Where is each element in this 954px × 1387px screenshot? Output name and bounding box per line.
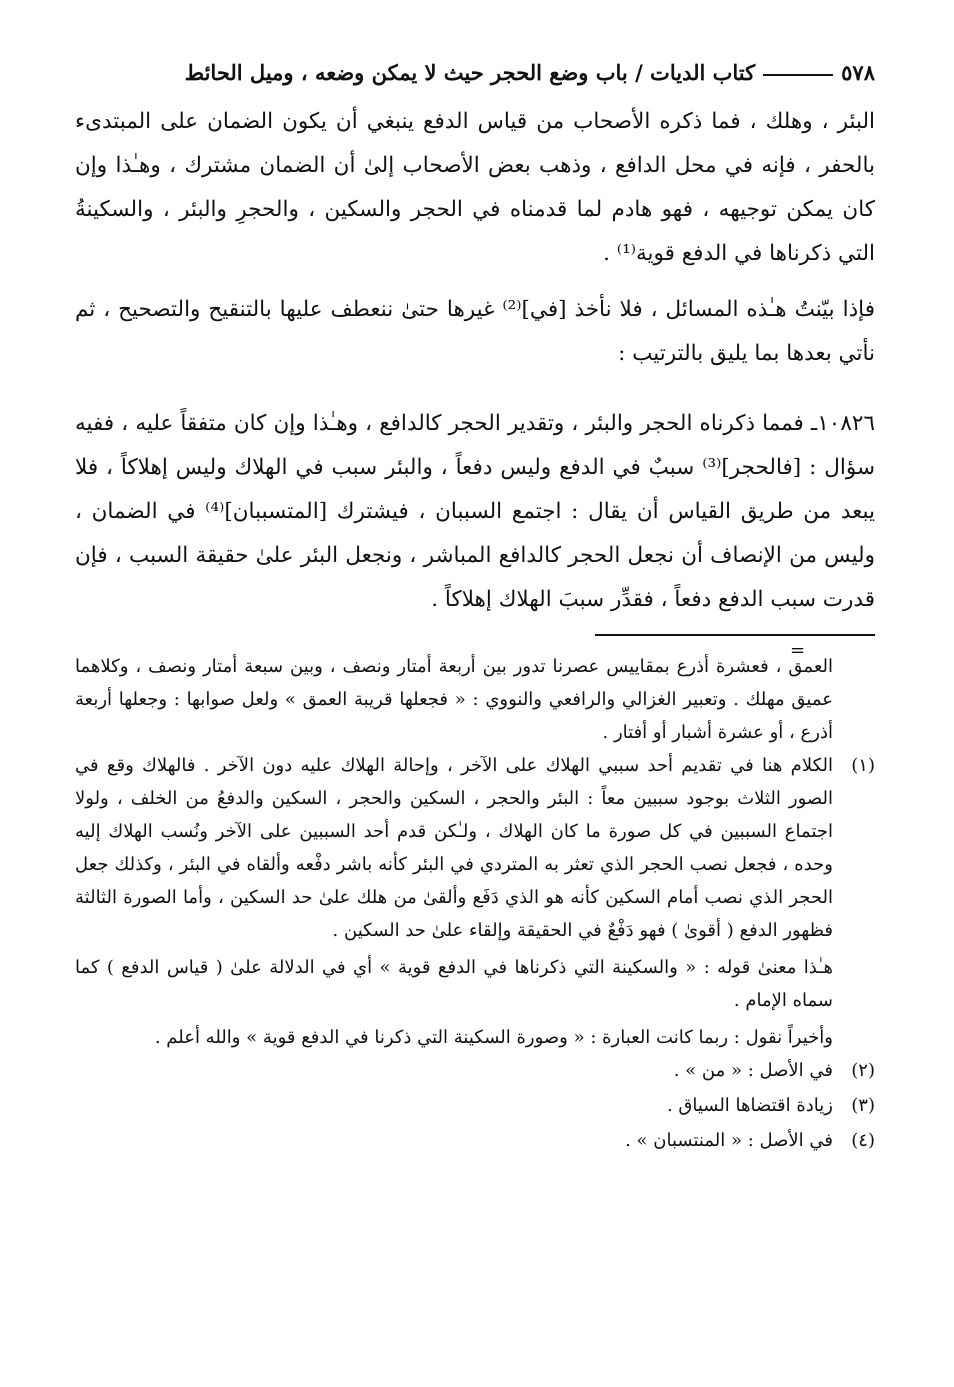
chapter-title: كتاب الديات / باب وضع الحجر حيث لا يمكن وضعه ، وميل الحائط (184, 60, 756, 85)
footnote-rule (595, 634, 875, 636)
book-page (75, 60, 875, 1159)
header-rule (763, 74, 833, 76)
paragraph-1: البئر ، وهلك ، فما ذكره الأصحاب من قياس الدفع ينبغي أن يكون الضمان على المبتدىء بالحفر ، فإنه في محل الدافع ، وذهب بعض الأصحاب إلىٰ أن الضمان مشترك ، وهـٰذا وإن كان يمكن توجيهه ، فهو هادم لما قدمناه في الحجر والسكين ، والحجرِ والبئر ، والسكينةُ التي ذكرناها في الدفع قوية⁽¹⁾ . (75, 109, 875, 266)
footnote-text: في الأصل : « من » . (673, 1060, 833, 1081)
paragraph-3: ١٠٨٢٦ـ فمما ذكرناه الحجر والبئر ، وتقدير الحجر كالدافع ، وهـٰذا وإن كان متفقاً عليه ، ففيه سؤال : [فالحجر]⁽³⁾ سببٌ في الدفع وليس دفعاً ، والبئر سبب في الهلاك وليس إهلاكاً ، فلا يبعد من طريق القياس أن يقال : اجتمع السببان ، فيشترك [المتسببان]⁽⁴⁾ في الضمان ، وليس من الإنصاف أن نجعل الحجر كالدافع المباشر ، ونجعل البئر علىٰ حقيقة السبب ، فإن قدرت سبب الدفع دفعاً ، فقدِّر سببَ الهلاك إهلاكاً . (75, 411, 876, 612)
footnote-3 (75, 1089, 875, 1122)
footnote-1 (75, 749, 875, 947)
paragraph-gap (75, 388, 875, 402)
footnote-text: الكلام هنا في تقديم أحد سببي الهلاك على الآخر ، وإحالة الهلاك عليه دون الآخر . فالهلاك وقع في الصور الثلاث بوجود سببين معاً : البئر والحجر ، السكين والحجر ، السكين والدفعُ من الخلف ، ولولا اجتماع السببين في كل صورة ما كان الهلاك ، ولـٰكن قدم أحد السببين على الآخر ونُسب الهلاك إليه وحده ، فجعل نصب الحجر الذي تعثر به المتردي في البئر كأنه باشر دفْعه وألقاه في البئر ، وكذلك جعل الحجر الذي نصب أمام السكين كأنه هو الذي دَفَع وألقىٰ من هلك علىٰ حد السكين ، وأما الصورة الثالثة فظهور الدفع ( أقوىٰ ) فهو دَفْعٌ في الحقيقة وإلقاء علىٰ حد السكين . (75, 755, 833, 941)
footnote-number: (١) (851, 755, 875, 776)
footnote-number: (٤) (851, 1130, 875, 1151)
page-number: ٥٧٨ (841, 60, 875, 85)
main-text (75, 100, 875, 622)
footnote-text: في الأصل : « المنتسبان » . (625, 1130, 833, 1151)
footnote-4 (75, 1124, 875, 1157)
footnote-1-para-2: هـٰذا معنىٰ قوله : « والسكينة التي ذكرناها في الدفع قوية » أي في الدلالة علىٰ ( قياس الدفع ) كما سماه الإمام . (75, 957, 833, 1011)
footnote-continuation-mark: = (790, 640, 806, 661)
footnote-1-para-3: وأخيراً نقول : ربما كانت العبارة : « وصورة السكينة التي ذكرنا في الدفع قوية » والله أعلم . (154, 1027, 833, 1048)
running-title (185, 60, 875, 85)
footnote-number: (٢) (851, 1060, 875, 1081)
footnotes (75, 650, 875, 1157)
page-header (75, 60, 875, 100)
footnote-number: (٣) (851, 1095, 875, 1116)
footnote-continuation: العمق ، فعشرة أذرع بمقاييس عصرنا تدور بين أربعة أمتار ونصف ، وبين سبعة أمتار ونصف ، وكلاهما عميق مهلك . وتعبير الغزالي والرافعي والنووي : « فجعلها قريبة العمق » ولعل صوابها : وجعلها أربعة أذرع ، أو عشرة أشبار أو أفتار . (75, 656, 833, 743)
footnote-text: زيادة اقتضاها السياق . (666, 1095, 833, 1116)
footnote-2 (75, 1054, 875, 1087)
paragraph-2: فإذا بيّنتُ هـٰذه المسائل ، فلا نأخذ [في]⁽²⁾ غيرها حتىٰ ننعطف عليها بالتنقيح والتصحيح ، ثم نأتي بعدها بما يليق بالترتيب : (75, 297, 875, 366)
